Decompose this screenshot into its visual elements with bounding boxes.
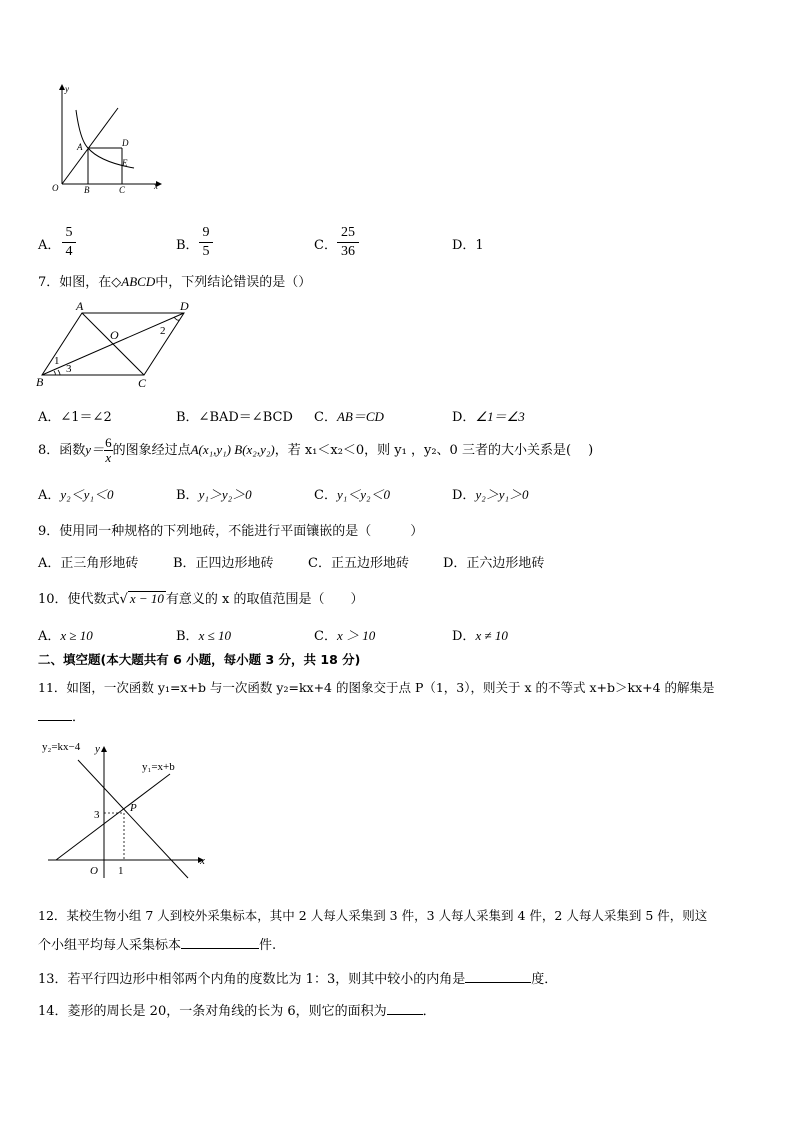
q12-stem-line1: 12．某校生物小组 7 人到校外采集标本，其中 2 人每人采集到 3 件，3 人每人采集到 4 件，2 人每人采集到 5 件，则这 [38, 908, 708, 923]
q8-points: A(x₁,y₁) B(x₂,y₂) [190, 442, 275, 457]
q7-fig-label-1: 1 [54, 355, 60, 367]
q8-func-fraction [104, 436, 113, 465]
fig6-label-b: B [84, 185, 90, 195]
q10-stem [38, 588, 364, 607]
q9-stem: 9．使用同一种规格的下列地砖，不能进行平面镶嵌的是（ ） [38, 524, 424, 539]
q7-fig-label-c: C [138, 376, 147, 390]
q11-fig-label-o: O [90, 865, 98, 877]
q11-fig-label-y1: y₁=x+b [142, 761, 175, 773]
q11-stem-line2 [38, 706, 85, 725]
q8-stem-mid: 的图象经过点 [112, 443, 191, 458]
q10-option-a-label: A． [38, 629, 61, 644]
fig6-label-y: y [65, 84, 69, 94]
fig6-label-o: O [52, 183, 59, 193]
q6-option-a-fraction [62, 224, 76, 261]
q11-fig-label-x: x [200, 855, 205, 867]
q7-fig-label-3: 3 [66, 363, 72, 375]
fig6-label-a: A [77, 142, 83, 152]
q8-option-a-label: A． [38, 488, 61, 503]
q13-post: 度． [531, 972, 558, 987]
q7-fig-label-a: A [76, 299, 84, 313]
q7-stem-post: 中，下列结论错误的是（） [155, 275, 312, 290]
q8-option-c [314, 484, 390, 503]
q7-fig-label-2: 2 [160, 325, 166, 337]
q10-stem-post: 有意义的 x 的取值范围是（ ） [165, 592, 364, 607]
q14-stem [38, 1000, 436, 1019]
q8-func-num: 6 [105, 435, 112, 450]
q7-fig-label-b: B [36, 375, 44, 389]
q11-stem-line1: 11．如图，一次函数 y₁=x+b 与一次函数 y₂=kx+4 的图象交于点 P（1，3），则关于 x 的不等式 x+b＞kx+4 的解集是 [38, 680, 715, 695]
q11-fig-label-1: 1 [118, 865, 124, 877]
q10-radicand: x − 10 [129, 591, 164, 606]
q6-option-a-den: 4 [65, 244, 73, 259]
q8-option-a [38, 484, 113, 503]
q11-line2-end: ． [72, 710, 86, 725]
q7-stem-pre: 7．如图，在 [38, 275, 112, 290]
q7-stem-name: ABCD [121, 274, 156, 289]
section-heading: 二、填空题(本大题共有 6 小题，每小题 3 分，共 18 分) [38, 652, 361, 667]
sqrt-symbol: √ [119, 592, 128, 607]
q6-option-b-den: 5 [202, 244, 210, 259]
q7-stem [38, 271, 311, 290]
q6-option-c-num: 25 [337, 224, 359, 243]
q6-option-a-num: 5 [62, 224, 76, 243]
q11-figure [38, 738, 218, 880]
q10-option-d-text: x ≠ 10 [475, 628, 508, 643]
q7-figure [34, 298, 204, 390]
q8-option-a-text: y₂＜y₁＜0 [60, 487, 114, 502]
q7-option-c-label: C． [314, 410, 337, 425]
q7-option-c [314, 406, 384, 425]
q14-answer-blank[interactable] [387, 1002, 423, 1015]
q6-option-c-den: 36 [341, 244, 355, 259]
q9-option-d: D．正六边形地砖 [443, 556, 545, 571]
q7-option-d-text: ∠1＝∠3 [475, 409, 525, 424]
q13-answer-blank[interactable] [465, 970, 531, 983]
q9-option-b: B．正四边形地砖 [173, 556, 274, 571]
q10-option-a-text: x ≥ 10 [60, 628, 93, 643]
q8-option-d-label: D． [452, 488, 476, 503]
q6-option-d: D．1 [452, 238, 484, 253]
q10-option-d [452, 625, 508, 644]
q8-option-c-label: C． [314, 488, 337, 503]
q7-option-a: A．∠1＝∠2 [38, 410, 112, 425]
q8-option-b-text: y₁＞y₂＞0 [198, 487, 252, 502]
q6-option-c-fraction [337, 224, 359, 261]
parallelogram-symbol: ◇ [111, 275, 122, 290]
q8-func-den: x [105, 450, 112, 465]
q6-figure [40, 80, 170, 200]
fig6-label-e: E [122, 158, 128, 168]
q14-post: ． [422, 1004, 436, 1019]
q7-option-b: B．∠BAD＝∠BCD [176, 410, 293, 425]
q8-option-c-text: y₁＜y₂＜0 [336, 487, 391, 502]
fig6-label-c: C [119, 185, 126, 195]
fig6-label-x: x [154, 181, 158, 191]
q7-fig-label-o: O [110, 328, 119, 342]
q9-option-c: C．正五边形地砖 [308, 556, 409, 571]
q10-option-b-label: B． [176, 629, 199, 644]
q11-fig-label-y: y [95, 743, 100, 755]
q9-option-a: A．正三角形地砖 [38, 556, 139, 571]
q13-pre: 13．若平行四边形中相邻两个内角的度数比为 1：3，则其中较小的内角是 [38, 972, 466, 987]
q6-option-b-num: 9 [199, 224, 213, 243]
q14-pre: 14．菱形的周长是 20，一条对角线的长为 6，则它的面积为 [38, 1004, 387, 1019]
q8-func-lhs: y＝ [85, 442, 105, 457]
q7-option-c-text: AB＝CD [336, 409, 384, 424]
q12-line2-post: 件. [259, 938, 277, 953]
q6-option-a-label: A． [38, 238, 61, 253]
q7-fig-label-d: D [180, 299, 189, 313]
fig6-label-d: D [122, 138, 129, 148]
q8-condition: ，若 x₁＜x₂＜0，则 y₁ ，y₂、0 三者的大小关系是( ) [274, 443, 594, 458]
q10-option-c [314, 625, 375, 644]
q11-fig-label-3: 3 [94, 809, 100, 821]
q7-option-d [452, 406, 525, 425]
q10-option-b [176, 625, 231, 644]
q8-stem-pre: 8．函数 [38, 443, 86, 458]
q8-option-d [452, 484, 529, 503]
q6-option-b-fraction [199, 224, 213, 261]
q8-option-d-text: y₂＞y₁＞0 [475, 487, 529, 502]
q10-stem-pre: 10．使代数式 [38, 592, 120, 607]
q7-option-d-label: D． [452, 410, 476, 425]
q12-stem-line2 [38, 934, 276, 953]
q6-option-c-label: C． [314, 238, 337, 253]
q10-option-b-text: x ≤ 10 [198, 628, 231, 643]
q10-option-c-label: C． [314, 629, 337, 644]
q8-stem [38, 436, 593, 465]
q13-stem [38, 968, 557, 987]
q8-option-b [176, 484, 252, 503]
q11-fig-label-y2: y₂=kx−4 [42, 741, 81, 753]
q10-option-c-text: x ＞ 10 [336, 628, 376, 643]
q6-option-b-label: B． [176, 238, 199, 253]
q10-option-d-label: D． [452, 629, 476, 644]
q12-answer-blank[interactable] [181, 936, 259, 949]
q8-option-b-label: B． [176, 488, 199, 503]
q10-option-a [38, 625, 93, 644]
q12-line2-pre: 个小组平均每人采集标本 [38, 938, 182, 953]
q11-answer-blank[interactable] [38, 708, 72, 721]
q11-fig-label-p: P [130, 802, 137, 814]
